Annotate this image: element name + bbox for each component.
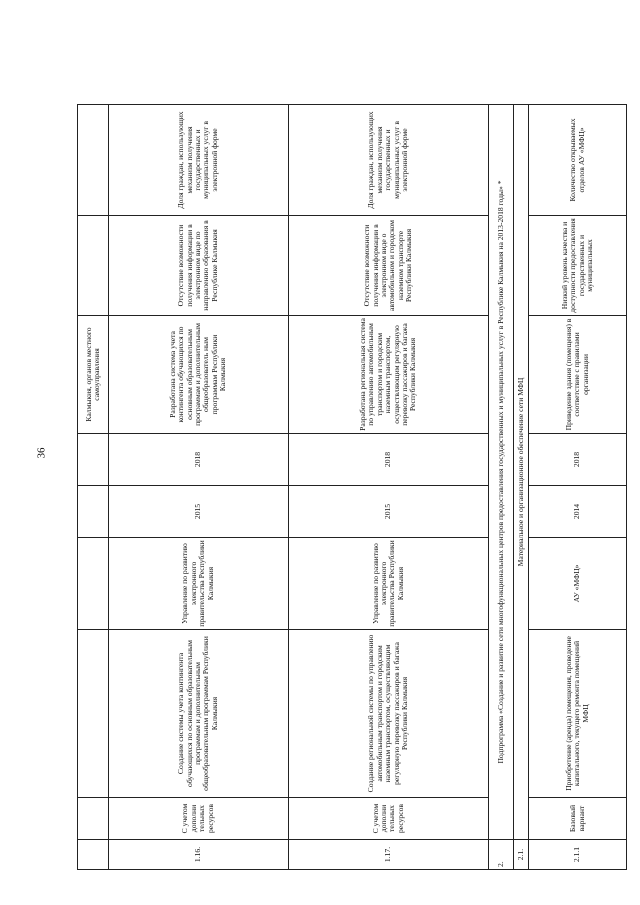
subprogram-title: Подпрограмма «Создание и развитие сети многофункциональных центров предоставления государственных и муниципальных услуг в Республике Калмыкия на 2013-2018 годы» * xyxy=(489,105,514,840)
cell-num: 1.16. xyxy=(108,840,288,870)
cell-executor: Управление по развитию электронного правительства Республики Калмыкия xyxy=(288,538,488,630)
section-title: Материальное и организационное обеспечение сети МФЦ xyxy=(513,105,528,840)
cell-consequence xyxy=(78,216,109,316)
cell-start: 2015 xyxy=(108,486,288,538)
table-row xyxy=(108,105,288,870)
cell-start: 2015 xyxy=(288,486,488,538)
cell-end xyxy=(78,434,109,486)
cell-num xyxy=(78,840,109,870)
cell-result: Приведение здания (помещения) в соответствие с правилами организации xyxy=(529,316,627,434)
cell-end: 2018 xyxy=(108,434,288,486)
page-number: 36 xyxy=(35,447,48,459)
cell-indicator: Количество открываемых отделов АУ «МФЦ» xyxy=(529,105,627,216)
table-row xyxy=(288,105,488,870)
subprogram-row xyxy=(489,105,514,870)
cell-result: Разработана система учета контингента обучающихся по основным образовательным программам и дополнительным общеобразователь ным программам Республики Калмыкия xyxy=(108,316,288,434)
cell-end: 2018 xyxy=(529,434,627,486)
subprogram-num: 2. xyxy=(489,840,514,870)
cell-kind xyxy=(78,798,109,840)
cell-measure: Создание региональной системы по управлению автомобильным транспортом и городским наземным транспортом, осуществляющим регулярную перевозку пассажиров и багажа Республики Калмыкия xyxy=(288,630,488,798)
cell-executor xyxy=(78,538,109,630)
rotated-table-sheet xyxy=(77,105,627,870)
cell-result: Калмыкия, органов местного самоуправления xyxy=(78,316,109,434)
cell-consequence: Отсутствие возможности получения информации в электронном виде по направлению образования в Республике Калмыкия xyxy=(108,216,288,316)
cell-kind: Базовый вариант xyxy=(529,798,627,840)
cell-num: 1.17. xyxy=(288,840,488,870)
cell-consequence: Низкий уровень качества и доступности предоставления государственных и муниципальных xyxy=(529,216,627,316)
cell-indicator xyxy=(78,105,109,216)
cell-start: 2014 xyxy=(529,486,627,538)
cell-indicator: Доля граждан, использующих механизм получения государственных и муниципальных услуг в электронной форме xyxy=(288,105,488,216)
cell-num: 2.1.1 xyxy=(529,840,627,870)
cell-kind: С учетом дополни тельных ресурсов xyxy=(108,798,288,840)
cell-start xyxy=(78,486,109,538)
cell-kind: С учетом дополни тельных ресурсов xyxy=(288,798,488,840)
cell-executor: Управление по развитию электронного правительства Республики Калмыкия xyxy=(108,538,288,630)
cell-measure xyxy=(78,630,109,798)
cell-result: Разработана региональная система по управлению автомобильным транспортом и городским наземным транспортом, осуществляющим регулярную перевозку пассажиров и багажа Республики Калмыкия xyxy=(288,316,488,434)
section-num: 2.1. xyxy=(513,840,528,870)
section-row xyxy=(513,105,528,870)
cell-measure: Создание системы учета контингента обучающихся по основным образовательным программам и дополнительным общеобразовательным программам Республики Калмыкия xyxy=(108,630,288,798)
table-row xyxy=(529,105,627,870)
cell-indicator: Доля граждан, использующих механизм получения государственных и муниципальных услуг в электронной форме xyxy=(108,105,288,216)
table-row xyxy=(78,105,109,870)
cell-executor: АУ «МФЦ» xyxy=(529,538,627,630)
measures-table xyxy=(77,104,627,870)
cell-consequence: Отсутствие возможности получения информации в электронном виде о автомобильном и городском наземном транспорте Республики Калмыкия xyxy=(288,216,488,316)
cell-end: 2018 xyxy=(288,434,488,486)
cell-measure: Приобретение (аренда) помещения, проведение капитального, текущего ремонта помещений МФЦ xyxy=(529,630,627,798)
